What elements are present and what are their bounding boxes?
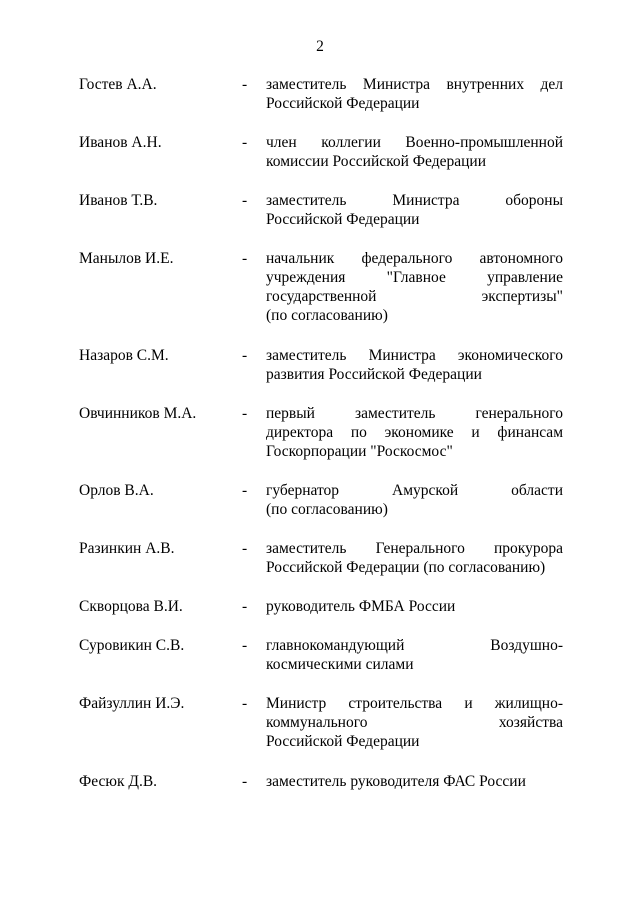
member-dash: - xyxy=(242,192,248,209)
position-line: начальник федерального автономного xyxy=(266,250,563,267)
position-line: Министр строительства и жилищно- xyxy=(266,695,563,712)
position-line: заместитель Министра внутренних дел xyxy=(266,76,563,93)
member-entry xyxy=(79,249,563,325)
member-entry xyxy=(79,539,563,577)
position-line: заместитель Министра обороны xyxy=(266,192,563,209)
member-entry xyxy=(79,694,563,751)
position-line: главнокомандующий Воздушно- xyxy=(266,637,563,654)
position-line: заместитель Генерального прокурора xyxy=(266,540,563,557)
member-dash: - xyxy=(242,405,248,422)
member-position xyxy=(266,75,563,113)
member-name: Иванов А.Н. xyxy=(79,134,162,151)
member-dash: - xyxy=(242,540,248,557)
member-dash: - xyxy=(242,695,248,712)
member-name: Манылов И.Е. xyxy=(79,250,174,267)
member-name: Разинкин А.В. xyxy=(79,540,175,557)
member-entry xyxy=(79,133,563,171)
position-line: губернатор Амурской области xyxy=(266,482,563,499)
position-line: (по согласованию) xyxy=(266,307,388,324)
member-position xyxy=(266,133,563,171)
member-dash: - xyxy=(242,773,248,790)
member-name: Гостев А.А. xyxy=(79,76,157,93)
position-line: первый заместитель генерального xyxy=(266,405,563,422)
member-entry xyxy=(79,636,563,674)
member-dash: - xyxy=(242,598,248,615)
member-dash: - xyxy=(242,347,248,364)
member-name: Файзуллин И.Э. xyxy=(79,695,185,712)
member-name: Иванов Т.В. xyxy=(79,192,158,209)
member-dash: - xyxy=(242,250,248,267)
member-position xyxy=(266,772,563,791)
member-dash: - xyxy=(242,482,248,499)
position-line: государственной экспертизы" xyxy=(266,288,563,305)
position-line: директора по экономике и финансам xyxy=(266,424,563,441)
position-line: развития Российской Федерации xyxy=(266,366,482,383)
member-position xyxy=(266,539,563,577)
position-line: заместитель Министра экономического xyxy=(266,347,563,364)
position-line: руководитель ФМБА России xyxy=(266,598,456,615)
position-line: коммунального хозяйства xyxy=(266,714,563,731)
member-position xyxy=(266,481,563,519)
position-line: Российской Федерации (по согласованию) xyxy=(266,559,546,576)
member-name: Фесюк Д.В. xyxy=(79,773,158,790)
member-name: Суровикин С.В. xyxy=(79,637,185,654)
member-position xyxy=(266,249,563,325)
member-entry xyxy=(79,191,563,229)
position-line: Госкорпорации "Роскосмос" xyxy=(266,443,453,460)
position-line: Российской Федерации xyxy=(266,95,420,112)
member-position xyxy=(266,346,563,384)
position-line: учреждения "Главное управление xyxy=(266,269,563,286)
member-entry xyxy=(79,772,563,791)
member-position xyxy=(266,636,563,674)
position-line: член коллегии Военно-промышленной xyxy=(266,134,563,151)
member-dash: - xyxy=(242,637,248,654)
member-position xyxy=(266,597,563,616)
member-position xyxy=(266,191,563,229)
member-name: Орлов В.А. xyxy=(79,482,154,499)
position-line: Российской Федерации xyxy=(266,211,420,228)
member-position xyxy=(266,404,563,461)
member-name: Овчинников М.А. xyxy=(79,405,197,422)
member-dash: - xyxy=(242,134,248,151)
member-entry xyxy=(79,597,563,616)
member-entry xyxy=(79,75,563,113)
member-entry xyxy=(79,404,563,461)
member-entry xyxy=(79,346,563,384)
member-name: Назаров С.М. xyxy=(79,347,169,364)
member-dash: - xyxy=(242,76,248,93)
position-line: Российской Федерации xyxy=(266,733,420,750)
position-line: комиссии Российской Федерации xyxy=(266,153,486,170)
position-line: (по согласованию) xyxy=(266,501,388,518)
position-line: заместитель руководителя ФАС России xyxy=(266,773,526,790)
member-name: Скворцова В.И. xyxy=(79,598,183,615)
position-line: космическими силами xyxy=(266,656,414,673)
page-number: 2 xyxy=(316,38,324,55)
member-entry xyxy=(79,481,563,519)
member-position xyxy=(266,694,563,751)
